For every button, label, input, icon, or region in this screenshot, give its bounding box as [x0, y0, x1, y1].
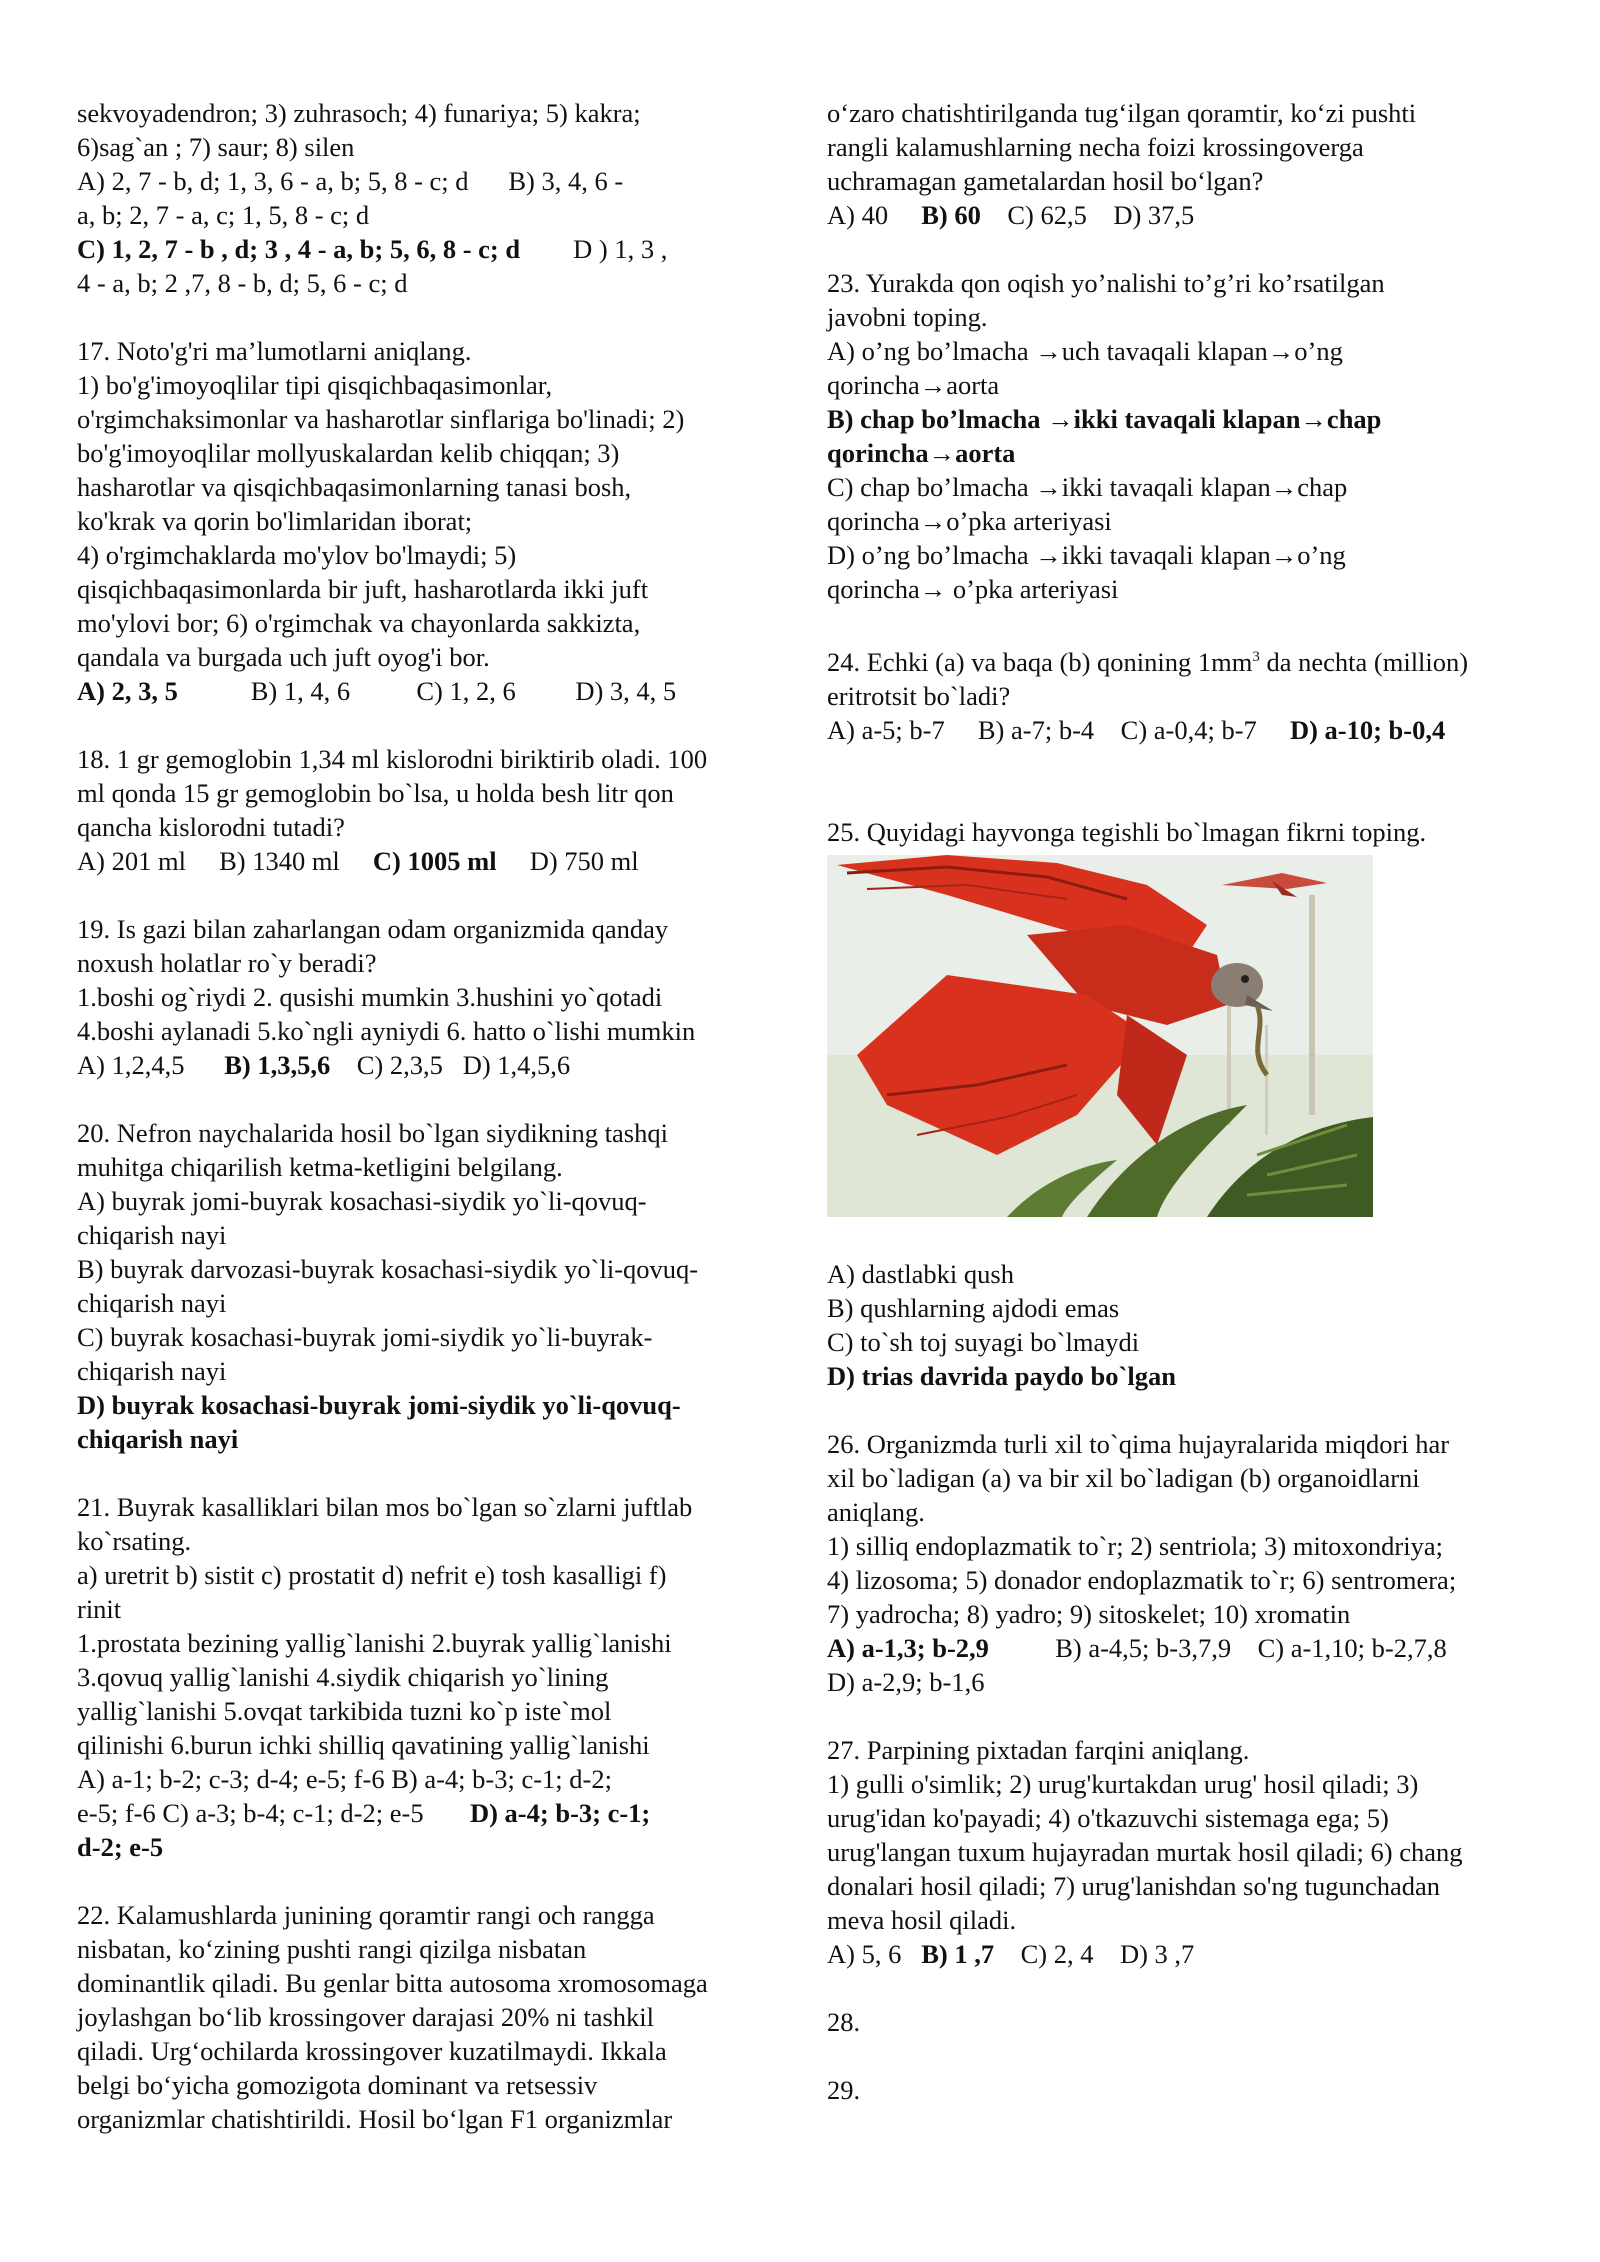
q24-option-a: A) a-5; b-7	[827, 714, 945, 745]
q18-options	[77, 844, 789, 878]
q26-option-a-correct: A) a-1,3; b-2,9	[827, 1632, 989, 1663]
q25-option-d-correct: D) trias davrida paydo bo`lgan	[827, 1360, 1176, 1391]
q19-option-a: A) 1,2,4,5	[77, 1050, 185, 1080]
q20-option-c: chiqarish nayi	[77, 1356, 227, 1386]
q26-line: aniqlang.	[827, 1496, 925, 1527]
q24-option-b: B) a-7; b-4	[977, 714, 1095, 745]
q24-option-c: C) a-0,4; b-7	[1120, 714, 1257, 745]
q22-line: nisbatan, ko‘zining pushti rangi qizilga nisbatan	[77, 1934, 587, 1964]
q23-option-b-correct: qorincha→aorta	[827, 438, 1016, 468]
q20-option-d-correct: chiqarish nayi	[77, 1424, 239, 1454]
q27-line: 1) gulli o'simlik; 2) urug'kurtakdan urug' hosil qiladi; 3)	[827, 1768, 1419, 1799]
q22-line: 22. Kalamushlarda junining qoramtir rangi och rangga	[77, 1900, 655, 1930]
q26-option-d: D) a-2,9; b-1,6	[827, 1666, 985, 1697]
q27-line: urug'langan tuxum hujayradan murtak hosil qiladi; 6) chang	[827, 1836, 1463, 1867]
q17-line: qisqichbaqasimonlarda bir juft, hasharotlarda ikki juft	[77, 574, 649, 604]
q19-line: 1.boshi og`riydi 2. qusishi mumkin 3.hushini yo`qotadi	[77, 982, 663, 1012]
question-21	[77, 1490, 789, 1864]
q16-option-d: D ) 1, 3 ,	[573, 234, 668, 264]
q17-title: 17. Noto'g'ri ma’lumotlarni aniqlang.	[77, 336, 472, 366]
q25-option-c: C) to`sh toj suyagi bo`lmaydi	[827, 1326, 1140, 1357]
q21-line: 1.prostata bezining yallig`lanishi 2.buyrak yallig`lanishi	[77, 1628, 672, 1658]
q17-option-b: B) 1, 4, 6	[250, 676, 351, 706]
q22-line: dominantlik qiladi. Bu genlar bitta autosoma xromosomaga	[77, 1968, 708, 1998]
q22-line: qiladi. Urg‘ochilarda krossingover kuzatilmaydi. Ikkala	[77, 2036, 667, 2066]
q26-line: 26. Organizmda turli xil to`qima hujayralarida miqdori har	[827, 1428, 1450, 1459]
q26-line: xil bo`ladigan (a) va bir xil bo`ladigan (b) organoidlarni	[827, 1462, 1420, 1493]
q26-line: 1) silliq endoplazmatik to`r; 2) sentriola; 3) mitoxondriya;	[827, 1530, 1443, 1561]
q23-option-c: qorincha→o’pka arteriyasi	[827, 506, 1112, 536]
q17-line: o'rgimchaksimonlar va hasharotlar sinflariga bo'linadi; 2)	[77, 404, 685, 434]
q21-line: a) uretrit b) sistit c) prostatit d) nefrit e) tosh kasalligi f)	[77, 1560, 667, 1590]
q21-line: qilinishi 6.burun ichki shilliq qavatining yallig`lanishi	[77, 1730, 650, 1760]
question-22-tail	[827, 96, 1547, 232]
q19-options	[77, 1048, 789, 1082]
q18-option-d: D) 750 ml	[529, 846, 639, 876]
question-26	[827, 1427, 1547, 1699]
q21-option-d-correct: D) a-4; b-3; c-1;	[469, 1798, 651, 1828]
q17-line: bo'g'imoyoqlilar mollyuskalardan kelib chiqqan; 3)	[77, 438, 620, 468]
q17-option-a-correct: A) 2, 3, 5	[77, 676, 178, 706]
q25-option-a: A) dastlabki qush	[827, 1258, 1014, 1289]
question-27	[827, 1733, 1547, 1971]
q18-line: ml qonda 15 gr gemoglobin bo`lsa, u holda besh litr qon	[77, 778, 674, 808]
q24-text: 24. Echki (a) va baqa (b) qonining 1mm	[827, 646, 1253, 677]
q19-option-d: D) 1,4,5,6	[462, 1050, 571, 1080]
q19-option-b-correct: B) 1,3,5,6	[224, 1050, 331, 1080]
q26-option-c: C) a-1,10; b-2,7,8	[1257, 1632, 1447, 1663]
q24-superscript: 3	[1252, 649, 1260, 665]
q27-option-b-correct: B) 1 ,7	[921, 1938, 995, 1969]
q17-line: qandala va burgada uch juft oyog'i bor.	[77, 642, 490, 672]
q20-option-b: chiqarish nayi	[77, 1288, 227, 1318]
q24-line: eritrotsit bo`ladi?	[827, 680, 1011, 711]
q16-option-d-cont: 4 - a, b; 2 ,7, 8 - b, d; 5, 6 - c; d	[77, 268, 408, 298]
q16-line: sekvoyadendron; 3) zuhrasoch; 4) funariya; 5) kakra;	[77, 98, 641, 128]
q17-line: 4) o'rgimchaklarda mo'ylov bo'lmaydi; 5)	[77, 540, 517, 570]
q26-options	[827, 1631, 1547, 1665]
q21-line: yallig`lanishi 5.ovqat tarkibida tuzni ko`p iste`mol	[77, 1696, 612, 1726]
q16-option-a: A) 2, 7 - b, d; 1, 3, 6 - a, b; 5, 8 - c; d	[77, 166, 469, 196]
q22-line: belgi bo‘yicha gomozigota dominant va retsessiv	[77, 2070, 598, 2100]
q22-line: rangli kalamushlarning necha foizi krossingoverga	[827, 132, 1364, 162]
q21-options	[77, 1796, 789, 1830]
q23-option-c: C) chap bo’lmacha →ikki tavaqali klapan→chap	[827, 472, 1348, 502]
q22-option-d: D) 37,5	[1113, 200, 1195, 230]
q17-line: 1) bo'g'imoyoqlilar tipi qisqichbaqasimonlar,	[77, 370, 553, 400]
q24-text: da nechta (million)	[1259, 646, 1469, 677]
q27-options	[827, 1937, 1547, 1971]
q18-option-a: A) 201 ml	[77, 846, 186, 876]
question-23	[827, 266, 1547, 606]
q17-line: mo'ylovi bor; 6) o'rgimchak va chayonlarda sakkizta,	[77, 608, 641, 638]
q23-line: javobni toping.	[827, 302, 988, 332]
q20-option-c: C) buyrak kosachasi-buyrak jomi-siydik yo`li-buyrak-	[77, 1322, 653, 1352]
q27-option-c: C) 2, 4	[1020, 1938, 1094, 1969]
left-column	[77, 96, 789, 2136]
q19-line: noxush holatlar ro`y beradi?	[77, 948, 377, 978]
q16-option-b: B) 3, 4, 6 -	[508, 166, 624, 196]
q21-line: ko`rsating.	[77, 1526, 192, 1556]
question-22	[77, 1898, 789, 2136]
q21-option-c: e-5; f-6 C) a-3; b-4; c-1; d-2; e-5	[77, 1798, 424, 1828]
q20-option-a: chiqarish nayi	[77, 1220, 227, 1250]
q16-line: 6)sag`an ; 7) saur; 8) silen	[77, 132, 355, 162]
q23-option-d: D) o’ng bo’lmacha →ikki tavaqali klapan→o’ng	[827, 540, 1346, 570]
q23-option-b-correct: B) chap bo’lmacha →ikki tavaqali klapan→chap	[827, 404, 1382, 434]
q25-line: 25. Quyidagi hayvonga tegishli bo`lmagan fikrni toping.	[827, 816, 1427, 847]
q27-line: meva hosil qiladi.	[827, 1904, 1017, 1935]
q18-line: 18. 1 gr gemoglobin 1,34 ml kislorodni biriktirib oladi. 100	[77, 744, 708, 774]
q26-line: 7) yadrocha; 8) yadro; 9) sitoskelet; 10) xromatin	[827, 1598, 1351, 1629]
q17-line: hasharotlar va qisqichbaqasimonlarning tanasi bosh,	[77, 472, 632, 502]
q24-options	[827, 713, 1547, 747]
question-25	[827, 815, 1547, 1393]
question-24	[827, 640, 1547, 747]
q19-option-c: C) 2,3,5	[356, 1050, 443, 1080]
q21-line: 3.qovuq yallig`lanishi 4.siydik chiqarish yo`lining	[77, 1662, 609, 1692]
right-column	[827, 96, 1547, 2107]
q25-option-b: B) qushlarning ajdodi emas	[827, 1292, 1120, 1323]
q18-line: qancha kislorodni tutadi?	[77, 812, 345, 842]
q22-option-b-correct: B) 60	[921, 200, 981, 230]
q22-option-c: C) 62,5	[1007, 200, 1087, 230]
q17-option-c: C) 1, 2, 6	[416, 676, 516, 706]
q21-options: A) a-1; b-2; c-3; d-4; e-5; f-6 B) a-4; b-3; c-1; d-2;	[77, 1764, 612, 1794]
q26-option-b: B) a-4,5; b-3,7,9	[1055, 1632, 1232, 1663]
q21-line: 21. Buyrak kasalliklari bilan mos bo`lgan so`zlarni juftlab	[77, 1492, 693, 1522]
q17-option-d: D) 3, 4, 5	[575, 676, 677, 706]
q24-line	[827, 640, 1547, 679]
q26-line: 4) lizosoma; 5) donador endoplazmatik to`r; 6) sentromera;	[827, 1564, 1457, 1595]
question-28: 28.	[827, 2006, 861, 2037]
q16-options	[77, 232, 789, 266]
question-20	[77, 1116, 789, 1456]
q17-line: ko'krak va qorin bo'limlaridan iborat;	[77, 506, 473, 536]
q19-line: 4.boshi aylanadi 5.ko`ngli ayniydi 6. hatto o`lishi mumkin	[77, 1016, 696, 1046]
q27-line: urug'idan ko'payadi; 4) o'tkazuvchi sistemaga ega; 5)	[827, 1802, 1389, 1833]
q16-options	[77, 164, 789, 198]
archaeopteryx-illustration	[827, 855, 1373, 1217]
q18-option-c-correct: C) 1005 ml	[372, 846, 497, 876]
q22-line: o‘zaro chatishtirilganda tug‘ilgan qoramtir, ko‘zi pushti	[827, 98, 1417, 128]
question-16-tail	[77, 96, 789, 300]
question-19	[77, 912, 789, 1082]
q24-option-d-correct: D) a-10; b-0,4	[1289, 714, 1446, 745]
q21-option-d-correct-cont: d-2; e-5	[77, 1832, 164, 1862]
q20-option-d-correct: D) buyrak kosachasi-buyrak jomi-siydik yo`li-qovuq-	[77, 1390, 681, 1420]
q20-option-a: A) buyrak jomi-buyrak kosachasi-siydik yo`li-qovuq-	[77, 1186, 647, 1216]
q21-line: rinit	[77, 1594, 122, 1624]
q18-option-b: B) 1340 ml	[219, 846, 340, 876]
q27-option-d: D) 3 ,7	[1119, 1938, 1195, 1969]
q19-line: 19. Is gazi bilan zaharlangan odam organizmida qanday	[77, 914, 669, 944]
question-17	[77, 334, 789, 708]
q16-option-b-cont: a, b; 2, 7 - a, c; 1, 5, 8 - c; d	[77, 200, 370, 230]
q27-line: 27. Parpining pixtadan farqini aniqlang.	[827, 1734, 1250, 1765]
q16-option-c-correct: C) 1, 2, 7 - b , d; 3 , 4 - a, b; 5, 6, 8 - c; d	[77, 234, 521, 264]
q22-line: organizmlar chatishtirildi. Hosil bo‘lgan F1 organizmlar	[77, 2104, 673, 2134]
question-29: 29.	[827, 2074, 861, 2105]
q22-line: uchramagan gametalardan hosil bo‘lgan?	[827, 166, 1264, 196]
q27-line: donalari hosil qiladi; 7) urug'lanishdan so'ng tugunchadan	[827, 1870, 1441, 1901]
q27-option-a: A) 5, 6	[827, 1938, 902, 1969]
q20-line: 20. Nefron naychalarida hosil bo`lgan siydikning tashqi	[77, 1118, 668, 1148]
q23-line: 23. Yurakda qon oqish yo’nalishi to’g’ri ko’rsatilgan	[827, 268, 1385, 298]
q23-option-a: qorincha→aorta	[827, 370, 1000, 400]
q22-option-a: A) 40	[827, 200, 889, 230]
q22-line: joylashgan bo‘lib krossingover darajasi 20% ni tashkil	[77, 2002, 655, 2032]
question-18	[77, 742, 789, 878]
q23-option-a: A) o’ng bo’lmacha →uch tavaqali klapan→o’ng	[827, 336, 1343, 366]
q20-line: muhitga chiqarilish ketma-ketligini belgilang.	[77, 1152, 563, 1182]
q23-option-d: qorincha→ o’pka arteriyasi	[827, 574, 1119, 604]
q22-options	[827, 198, 1547, 232]
q20-option-b: B) buyrak darvozasi-buyrak kosachasi-siydik yo`li-qovuq-	[77, 1254, 699, 1284]
q17-options	[77, 674, 789, 708]
